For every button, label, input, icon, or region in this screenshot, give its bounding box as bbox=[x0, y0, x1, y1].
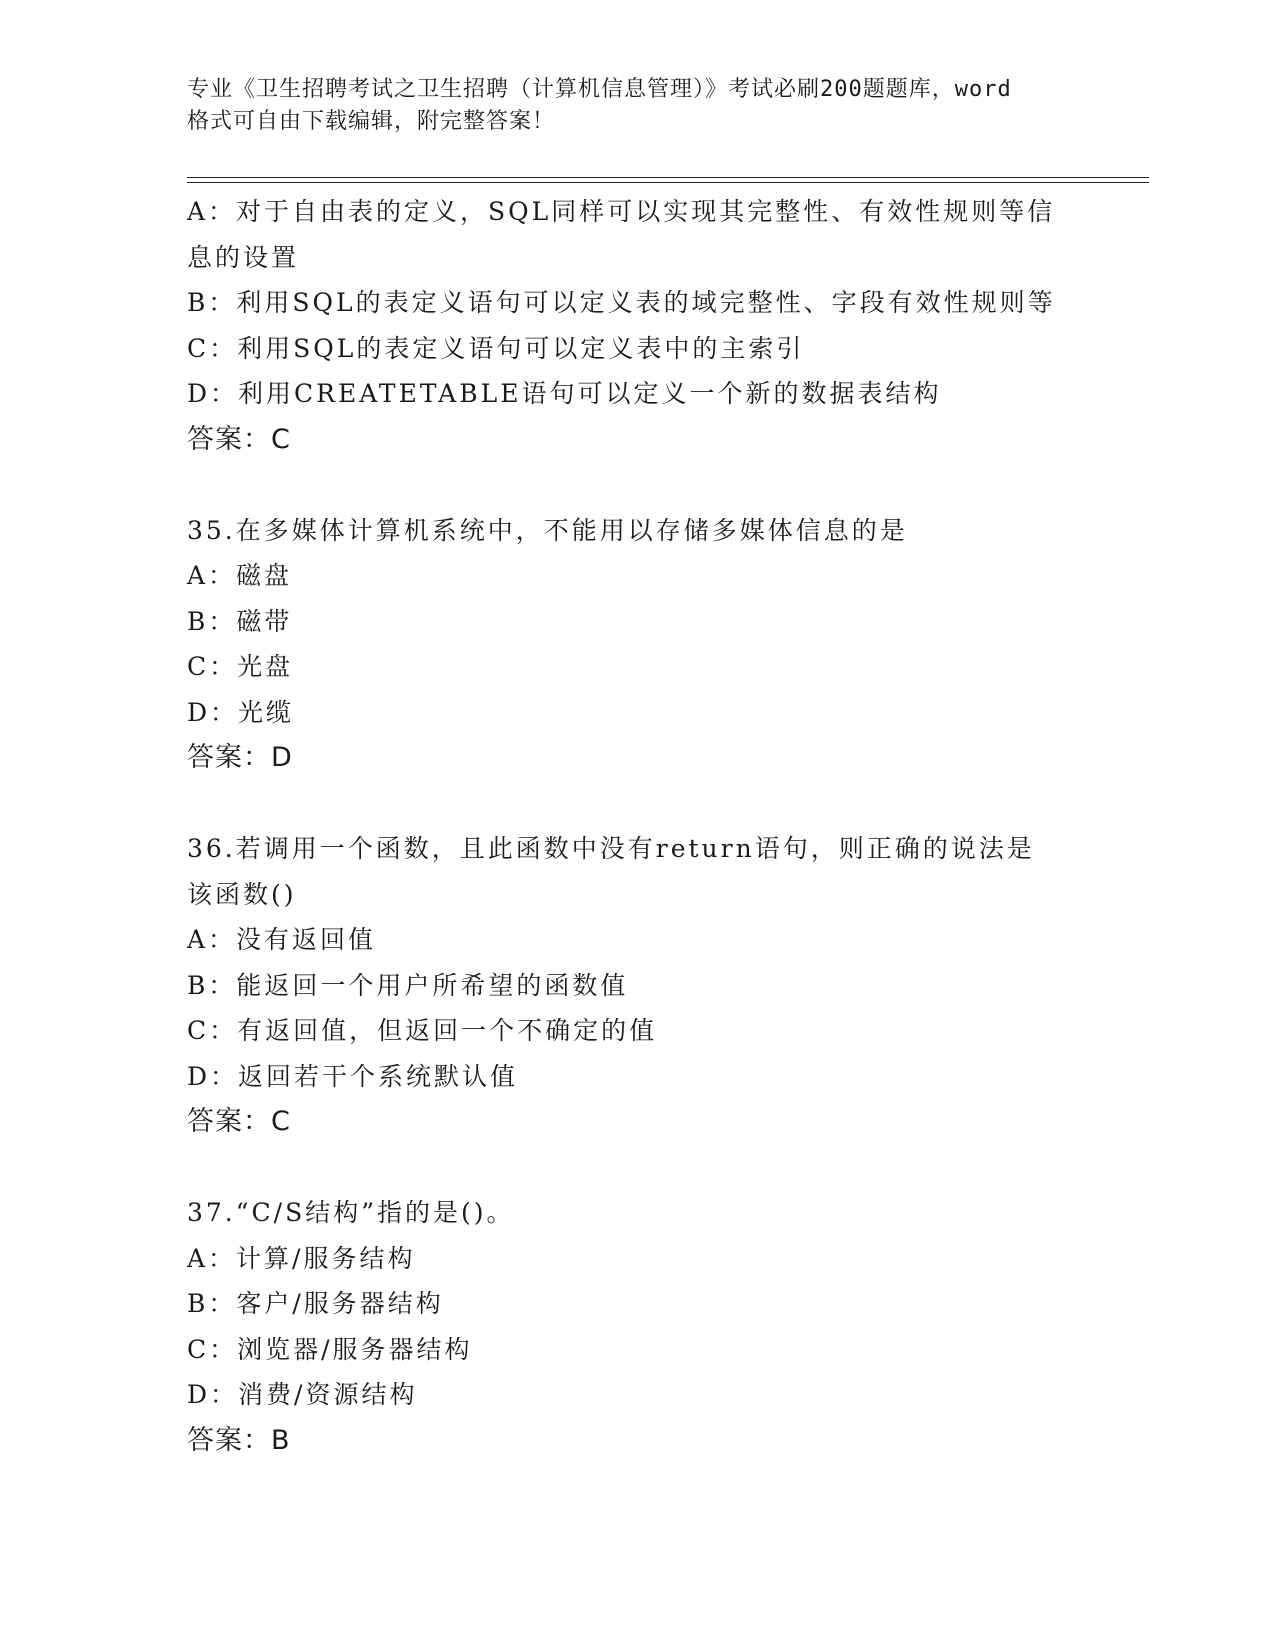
question-text: 37.“C/S结构”指的是()。 bbox=[187, 1198, 515, 1227]
question-text: 35.在多媒体计算机系统中，不能用以存储多媒体信息的是 bbox=[187, 515, 908, 545]
question-text-line-2: 该函数() bbox=[187, 879, 297, 909]
option-c: C：光盘 bbox=[187, 652, 294, 681]
answer: 答案：D bbox=[187, 742, 293, 773]
option-b: B：磁带 bbox=[187, 606, 293, 636]
question-block-34 bbox=[187, 189, 1087, 462]
option-d: D：消费/资源结构 bbox=[187, 1380, 418, 1409]
question-list bbox=[187, 189, 1087, 1463]
option-b: B：客户/服务器结构 bbox=[187, 1289, 444, 1318]
option-a: A：计算/服务结构 bbox=[187, 1243, 416, 1273]
header-title-line-1: 专业《卫生招聘考试之卫生招聘（计算机信息管理）》考试必刷200题题库，word bbox=[187, 77, 1012, 102]
option-c: C：浏览器/服务器结构 bbox=[187, 1334, 473, 1364]
answer: 答案：B bbox=[187, 1424, 291, 1456]
header-title-line-2: 格式可自由下载编辑，附完整答案！ bbox=[187, 109, 556, 134]
option-c: C：利用SQL的表定义语句可以定义表中的主索引 bbox=[187, 333, 805, 363]
option-b: B：利用SQL的表定义语句可以定义表的域完整性、字段有效性规则等 bbox=[187, 288, 1056, 317]
document-header bbox=[187, 74, 1087, 138]
option-d: D：利用CREATETABLE语句可以定义一个新的数据表结构 bbox=[187, 379, 942, 408]
header-divider-bottom bbox=[187, 182, 1149, 183]
spacer bbox=[187, 462, 1087, 508]
option-a: A：磁盘 bbox=[187, 561, 293, 590]
question-block-36 bbox=[187, 826, 1087, 1145]
option-b: B：能返回一个用户所希望的函数值 bbox=[187, 970, 629, 1000]
option-a-line-2: 息的设置 bbox=[187, 242, 300, 272]
option-c: C：有返回值，但返回一个不确定的值 bbox=[187, 1016, 658, 1045]
answer: 答案：C bbox=[187, 423, 291, 455]
header-divider-top bbox=[187, 177, 1149, 178]
question-text-line-1: 36.若调用一个函数，且此函数中没有return语句，则正确的说法是 bbox=[187, 834, 1035, 863]
option-d: D：光缆 bbox=[187, 697, 295, 727]
question-block-35 bbox=[187, 508, 1087, 781]
option-d: D：返回若干个系统默认值 bbox=[187, 1061, 519, 1091]
answer: 答案：C bbox=[187, 1106, 291, 1137]
spacer bbox=[187, 781, 1087, 827]
option-a-line-1: A：对于自由表的定义，SQL同样可以实现其完整性、有效性规则等信 bbox=[187, 197, 1056, 226]
question-block-37 bbox=[187, 1190, 1087, 1463]
option-a: A：没有返回值 bbox=[187, 925, 377, 954]
spacer bbox=[187, 1145, 1087, 1191]
